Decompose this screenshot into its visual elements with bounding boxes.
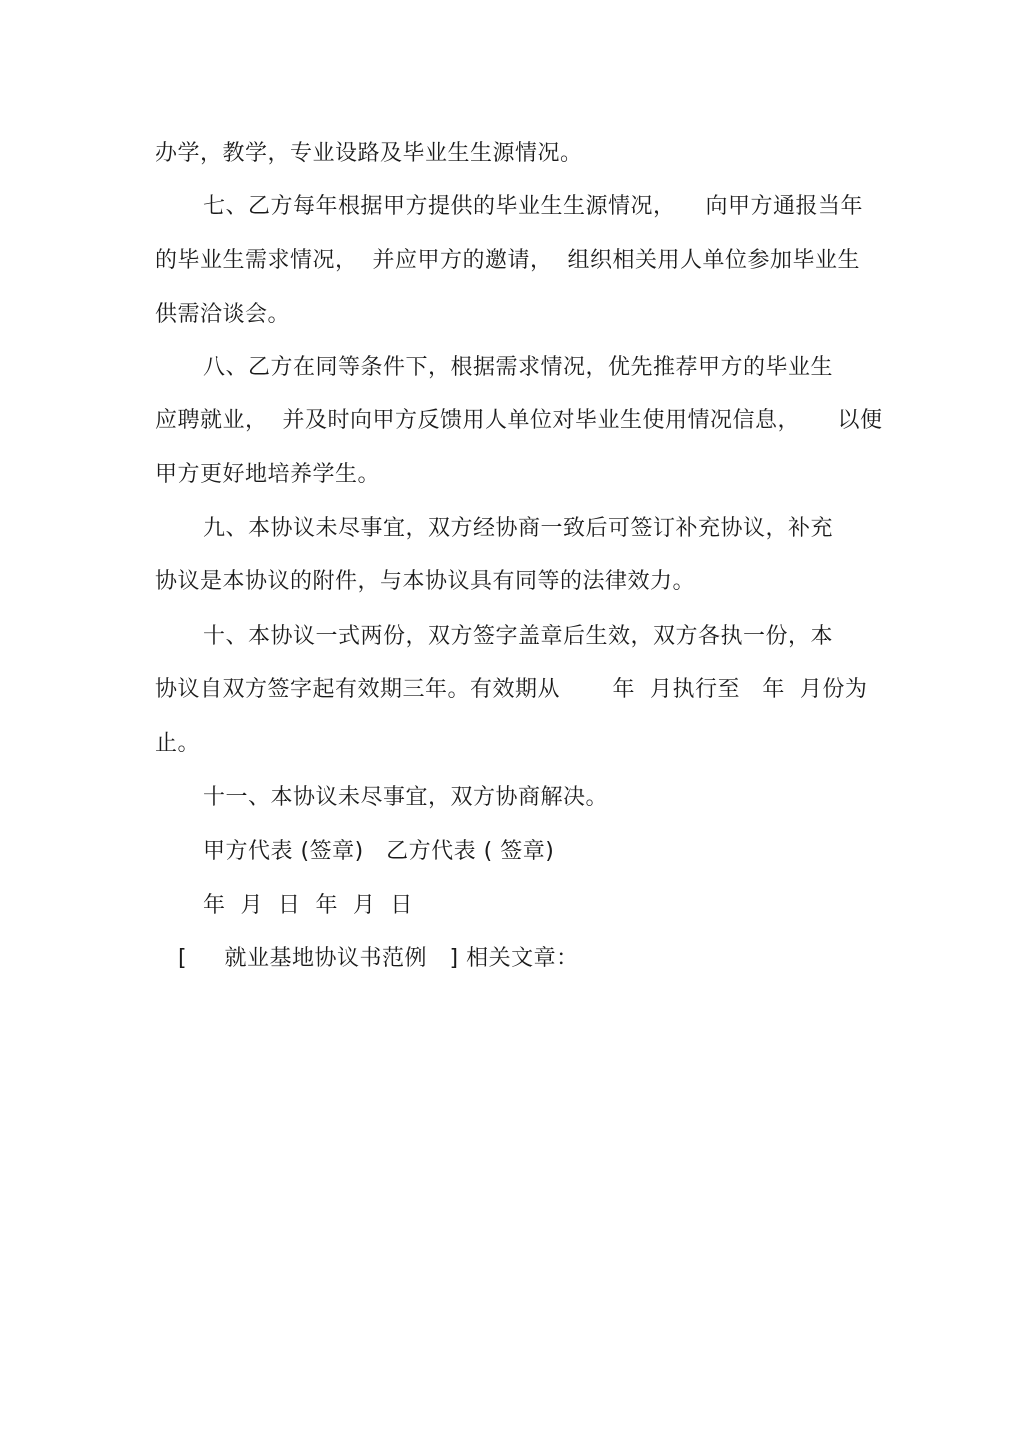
text-line-9: 协议是本协议的附件，与本协议具有同等的法律效力。 (155, 569, 696, 594)
related-articles-line: [ 就业基地协议书范例 ] 相关文章： (178, 946, 579, 971)
text-line-10: 十、本协议一式两份，双方签字盖章后生效，双方各执一份，本 (203, 624, 834, 649)
text-line-1: 办学，教学，专业设路及毕业生生源情况。 (155, 141, 583, 166)
text-line-8: 九、本协议未尽事宜，双方经协商一致后可签订补充协议，补充 (203, 516, 834, 541)
text-line-7: 甲方更好地培养学生。 (155, 462, 381, 487)
signature-line: 甲方代表 (签章) 乙方代表 ( 签章) (203, 839, 555, 864)
text-line-6: 应聘就业， 并及时向甲方反馈用人单位对毕业生使用情况信息， 以便 (155, 408, 883, 433)
text-line-11: 协议自双方签字起有效期三年。有效期从 年 月执行至 年 月份为 (155, 677, 868, 702)
text-line-4: 供需洽谈会。 (155, 302, 291, 327)
text-line-5: 八、乙方在同等条件下，根据需求情况，优先推荐甲方的毕业生 (203, 355, 834, 380)
text-line-3: 的毕业生需求情况， 并应甲方的邀请， 组织相关用人单位参加毕业生 (155, 248, 860, 273)
text-line-12: 止。 (155, 731, 201, 756)
date-line: 年 月 日 年 月 日 (203, 893, 413, 918)
text-line-2: 七、乙方每年根据甲方提供的毕业生生源情况， 向甲方通报当年 (203, 194, 863, 219)
text-line-13: 十一、本协议未尽事宜，双方协商解决。 (203, 785, 609, 810)
